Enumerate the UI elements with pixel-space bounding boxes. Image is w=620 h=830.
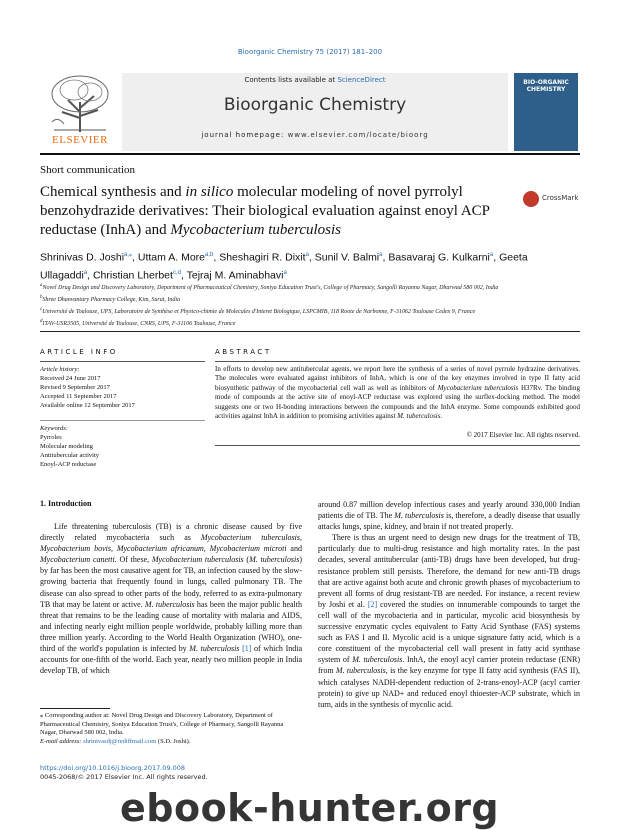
abstract-text: In efforts to develop new antitubercular agents, we report here the synthesis of a series of novel pyrrole hydrazine derivatives. The molecules were evaluated against inhibitors of InhA, which is one of the key enzymes involved in type II fatty acid biosynthetic pathway of the mycobacterial cell wall as well as inhibitors of [215, 365, 580, 392]
article-info-divider [40, 361, 205, 362]
affiliation [40, 293, 580, 305]
body-text: covered the studies on innumerable compounds to target the cell wall of the mycobacteria and in particular, mycolic acid biosynthesis by successive enzymatic cycles equivalent to Fatty Acid Synthase (FAS) systems such as FAS I and II. Mycolic acid is a unique signature fatty acid, which is a core constituent of the mycobacterial cell wall present in fatty acid synthase system of [318, 599, 581, 665]
footnote-email-line [40, 738, 302, 747]
body-text: has been the major public health threat that remains to be the leading cause of mortality with malaria and AIDS, and infecting nearly eight million people worldwide, probably killing more than three million yearly. According to the World Health Organization (WHO), one-third of the world's population is infected by [40, 599, 302, 654]
affiliation [40, 281, 580, 293]
article-type: Short communication [40, 164, 136, 176]
title-part: molecular modeling of novel pyrrolyl benzohydrazide derivatives: Their biological evaluation against enoyl ACP reductase (InhA) and [40, 184, 490, 238]
contents-prefix: Contents lists available at [244, 76, 338, 84]
abstract-divider [215, 361, 580, 362]
author-affil-link[interactable]: a [379, 252, 383, 258]
crossmark-icon [523, 191, 539, 207]
abstract-text-italic: Mycobacterium tuberculosis [437, 383, 519, 392]
affiliation-marker: b [40, 295, 43, 300]
affiliations [40, 281, 580, 329]
body-paragraph [318, 499, 580, 532]
affiliation-text: Novel Drug Design and Discovery Laboratory, Department of Pharmaceutical Chemistry, Soniya Education Trust's, College of Pharmacy, Sangolli Rayanna Nagar, Dharwad 580 002, India [42, 285, 499, 291]
author-affil-link[interactable]: a [489, 252, 494, 258]
email-label: E-mail address: [40, 737, 84, 745]
body-text-italic: M. tuberculosis [335, 666, 386, 676]
body-text: of which India accounts for one-fifth of the world. Each year, nearly two million people in India develop TB, of which [40, 644, 303, 676]
author-affil-link[interactable]: a,b [205, 252, 214, 258]
corresponding-author-footnote [40, 712, 302, 746]
email-suffix: (S.D. Joshi). [156, 737, 191, 745]
footnote-text: ⁎ Corresponding author at: Novel Drug Design and Discovery Laboratory, Department of Pharmaceutical Chemistry, Soniya Education Trust's, College of Pharmacy, Sangolli Rayanna Nagar, Dharwad 580 002, India. [40, 712, 284, 737]
history-heading: Article history: [40, 366, 80, 373]
body-text: , is the key enzyme for type II fatty acid synthesis (FAS II), which catalyses NADH-dependent reduction of 2-trans-enoyl-ACP (acyl carrier protein) to give up NAD+ and reduced enoyl thioester-ACP substrate, which in turn, aids in the synthesis of mycolic acid. [318, 666, 580, 709]
body-text: is, therefore, a deadly disease that usually attacks lungs, spine, kidney, and brain if not treated properly. [318, 511, 580, 532]
keyword: Enoyl-ACP reductase [40, 461, 97, 468]
keywords-divider [40, 420, 205, 421]
author-affil-link[interactable]: a [305, 252, 309, 258]
article-history [40, 365, 205, 410]
publisher-name: ELSEVIER [52, 134, 108, 146]
body-text: and [286, 544, 302, 554]
body-text: There is thus an urgent need to design new drugs for the treatment of TB, particularly due to multi-drug resistance and high mortality rates. In the past decades, several antitubercular (anti-TB) drugs have been developed, but drug-resistance problem still persists. Therefore, the demand for new anti-TB drugs that are active against both acute and chronic growth phases of mycobacterium to prevent all forms of drug resistant-TB are needed. For instance, a recent review by Joshi et al. [318, 533, 580, 609]
history-accepted: Accepted 11 September 2017 [40, 393, 117, 400]
affiliation-divider [40, 331, 580, 332]
journal-cover-image[interactable] [514, 73, 578, 151]
abstract-body [215, 365, 580, 421]
affiliation-text: Université de Toulouse, UPS, Laboratoire de Synthèse et Physico-chimie de Molecules d'Interet Biologique, LSPCMIB, 118 Roote de Narbonne, F-31062 Toulouse Cedex 9, France [42, 309, 476, 315]
affiliation [40, 317, 580, 329]
keywords [40, 424, 205, 469]
body-text-italic: M. tuberculosis [189, 644, 240, 654]
issn-copyright: 0045-2068/© 2017 Elsevier Inc. All rights reserved. [40, 773, 208, 781]
body-text: around 0.87 million develop infectious cases and yearly around 330,000 Indian patients die of TB. The [318, 500, 580, 521]
body-text-italic: Mycobacterium canetti. [40, 555, 117, 565]
keyword: Molecular modeling [40, 443, 93, 450]
author-name[interactable]: Basavaraj G. Kulkarni [388, 251, 490, 264]
journal-title: Bioorganic Chemistry [223, 95, 407, 115]
affiliation-text: Shree Dhanvantary Pharmacy College, Kim, Surat, India [42, 297, 181, 303]
section-heading-introduction: 1. Introduction [40, 499, 92, 508]
reference-link[interactable]: [1] [242, 644, 252, 654]
footnote-divider [40, 708, 110, 709]
sciencedirect-link[interactable]: ScienceDirect [337, 76, 386, 84]
journal-citation-link[interactable]: Bioorganic Chemistry 75 (2017) 181–200 [237, 48, 383, 56]
author-name[interactable]: Shrinivas D. Joshi [40, 251, 125, 264]
abstract-text: H37Rv. The binding mode of compounds at the active site of enoyl-ACP reductase was explored using the surflex-docking method. The model suggests one or two H-bonding interactions between the compounds and the InhA enzyme. Some compounds exhibited good activities against InhA in addition to promising activities against [215, 383, 580, 421]
reference-link[interactable]: [2] [367, 599, 378, 609]
header-divider [40, 153, 580, 155]
body-text: . InhA, the enoyl acyl carrier protein reductase (ENR) from [318, 655, 581, 676]
author-affil-link[interactable]: a,⁎ [124, 252, 133, 258]
title-part: Chemical synthesis and [40, 184, 186, 200]
author-name[interactable]: Uttam A. More [137, 251, 205, 264]
affiliation-marker: d [40, 319, 43, 324]
affiliation [40, 305, 580, 317]
homepage-link[interactable]: www.elsevier.com/locate/bioorg [287, 131, 429, 139]
abstract-text-italic: M. tuberculosis. [397, 412, 443, 421]
history-received: Received 24 June 2017 [40, 375, 101, 382]
abstract-heading: ABSTRACT [215, 348, 272, 356]
doi-link[interactable]: https://doi.org/10.1016/j.bioorg.2017.09.008 [40, 764, 186, 772]
abstract-copyright: © 2017 Elsevier Inc. All rights reserved. [466, 431, 580, 439]
body-text-italic: M. tuberculosis [249, 555, 300, 565]
body-text: Life threatening tuberculosis (TB) is a chronic disease caused by five directly related mycobacteria such as [40, 522, 302, 543]
crossmark-label: CrossMark [542, 194, 579, 202]
history-revised: Revised 9 September 2017 [40, 384, 110, 391]
title-part-italic: Mycobacterium tuberculosis [170, 222, 342, 238]
paper-title [40, 183, 510, 240]
body-column-left [40, 521, 302, 676]
watermark: ebook-hunter.org [120, 786, 500, 830]
email-link[interactable]: shrinivasdj@rediffmail.com [83, 737, 157, 745]
author-name[interactable]: Tejraj M. Aminabhavi [186, 269, 284, 281]
affiliation-marker: a [40, 283, 43, 288]
affiliation-text: ITAV-USR3505, Université de Toulouse, CNRS, UPS, F-31106 Toulouse, France [42, 321, 236, 327]
body-text-italic: Mycobacterium tuberculosis [151, 555, 244, 565]
title-part-italic: in silico [185, 184, 234, 200]
homepage-prefix: journal homepage: [201, 131, 288, 139]
author-name[interactable]: Geeta Ullagaddi [40, 251, 528, 281]
abstract-bottom-divider [215, 445, 580, 446]
history-online: Available online 12 September 2017 [40, 402, 135, 409]
body-text: ( [243, 555, 250, 565]
author-name[interactable]: Sunil V. Balmi [314, 251, 380, 264]
cover-title: BIO-ORGANIC CHEMISTRY [523, 79, 569, 93]
author-affil-link[interactable]: c,d [172, 269, 181, 276]
body-text-italic: M. tuberculosis [352, 655, 403, 665]
author-name[interactable]: Sheshagiri R. Dixit [219, 251, 306, 264]
body-column-right [318, 499, 580, 710]
author-list: Shrinivas D. Joshi$^{a,⁎}$, Uttam A. More$^{a,b}$, Sheshagiri R. Dixit$^a$, Sunil V. Balmi$^a$, Basavaraj G. Kulkarni$^a$, Geeta Ullagaddi$^a$, Christian Lherbet$^{c,d}$, Tejraj M. Aminabhavi$^a$ [40, 251, 528, 281]
keywords-heading: Keywords: [40, 425, 68, 432]
body-text-italic: M. tuberculosis [394, 511, 444, 521]
body-text-italic: M. tuberculosis [144, 599, 195, 609]
author-affil-link[interactable]: a [283, 269, 287, 276]
body-paragraph [40, 521, 302, 676]
body-paragraph [318, 532, 580, 710]
body-text: ) by far has been the most causative agent for TB, an infection caused by the slow-growing bacteria that frequently found in lungs, called pulmonary TB. The disease can also spread to other parts of the body, referred to as extra-pulmonary TB that may be latent or active. [40, 555, 302, 609]
keyword: Pyrroles [40, 434, 62, 441]
affiliation-marker: c [40, 307, 43, 312]
keyword: Antitubercular activity [40, 452, 100, 459]
author-affil-link[interactable]: a [83, 269, 88, 276]
body-text-italic: Mycobacterium tuberculosis, Mycobacterium bovis, Mycobacterium africanum, Mycobacterium microti [40, 533, 302, 554]
author-name[interactable]: Christian Lherbet [92, 269, 173, 281]
article-info-heading: ARTICLE INFO [40, 348, 118, 356]
contents-available-line [122, 76, 508, 84]
body-text: Of these, [116, 555, 152, 565]
crossmark-badge[interactable] [523, 190, 580, 208]
journal-homepage-line [122, 131, 508, 139]
